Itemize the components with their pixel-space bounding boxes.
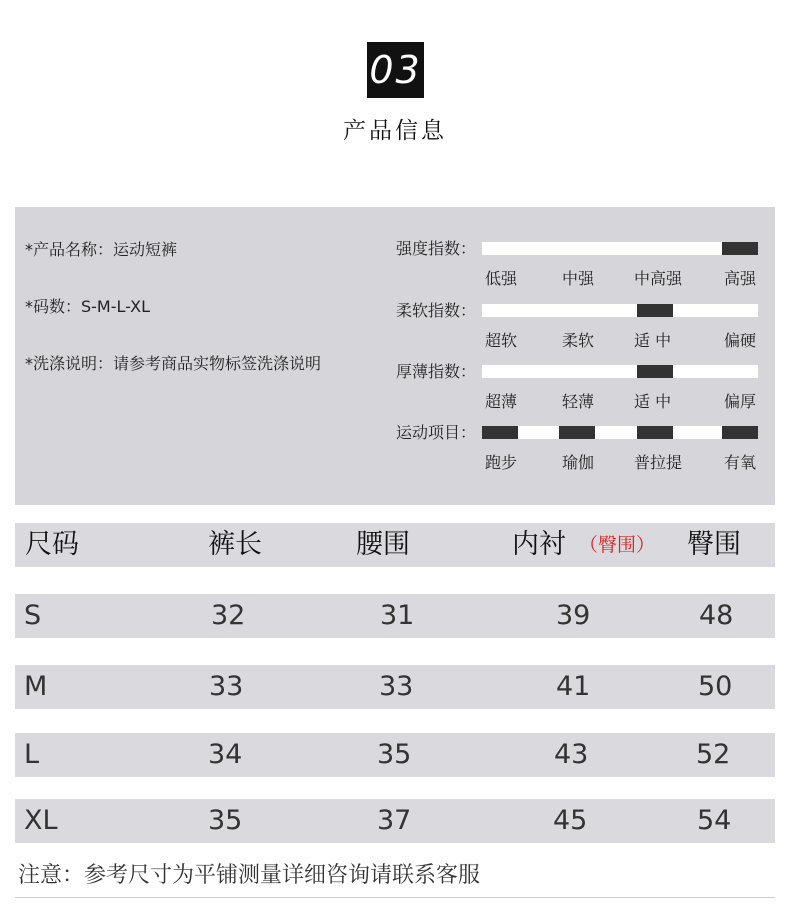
meter-marker bbox=[722, 426, 758, 439]
cell-length: 33 bbox=[209, 671, 244, 702]
cell-waist: 35 bbox=[377, 739, 412, 770]
header-size: 尺码 bbox=[25, 529, 79, 560]
softness-option: 适 中 bbox=[634, 331, 672, 350]
strength-option: 高强 bbox=[724, 269, 757, 288]
cell-waist: 31 bbox=[380, 600, 415, 631]
cell-length: 34 bbox=[208, 739, 243, 770]
cell-lining: 39 bbox=[556, 600, 591, 631]
product-info-panel bbox=[15, 207, 775, 505]
size-range-line: *码数：S-M-L-XL bbox=[25, 297, 150, 316]
meter-marker bbox=[482, 426, 518, 439]
thickness-meter-track bbox=[482, 365, 758, 378]
table-row bbox=[15, 799, 775, 843]
softness-option: 超软 bbox=[485, 331, 518, 350]
cell-lining: 41 bbox=[556, 671, 591, 702]
table-row bbox=[15, 665, 775, 709]
sport-type-label: 运动项目： bbox=[396, 423, 477, 442]
cell-hip: 52 bbox=[696, 739, 731, 770]
softness-option: 柔软 bbox=[562, 331, 595, 350]
cell-lining: 43 bbox=[554, 739, 589, 770]
sport-type-option: 有氧 bbox=[724, 453, 757, 472]
measurement-note: 注意：参考尺寸为平铺测量详细咨询请联系客服 bbox=[18, 863, 481, 888]
header-lining: 内衬 bbox=[512, 529, 566, 560]
meter-marker bbox=[637, 426, 673, 439]
softness-meter-label: 柔软指数： bbox=[396, 301, 477, 320]
thickness-meter-label: 厚薄指数： bbox=[396, 362, 477, 381]
bottom-divider bbox=[15, 897, 775, 898]
thickness-option: 超薄 bbox=[485, 392, 518, 411]
table-row bbox=[15, 594, 775, 638]
cell-waist: 37 bbox=[377, 805, 412, 836]
thickness-option: 轻薄 bbox=[562, 392, 595, 411]
sport-type-option: 瑜伽 bbox=[562, 453, 595, 472]
cell-size: L bbox=[24, 739, 40, 770]
cell-hip: 48 bbox=[699, 600, 734, 631]
cell-size: M bbox=[24, 671, 48, 702]
sport-type-track bbox=[482, 426, 758, 439]
cell-hip: 54 bbox=[697, 805, 732, 836]
strength-option: 低强 bbox=[485, 269, 518, 288]
meter-marker bbox=[559, 426, 595, 439]
cell-length: 35 bbox=[208, 805, 243, 836]
header-lining-note: （臀围） bbox=[579, 534, 656, 556]
strength-option: 中强 bbox=[562, 269, 595, 288]
size-table-header bbox=[15, 523, 775, 567]
sport-type-option: 跑步 bbox=[485, 453, 518, 472]
section-title: 产品信息 bbox=[343, 118, 447, 144]
table-row bbox=[15, 733, 775, 777]
softness-meter-track bbox=[482, 304, 758, 317]
cell-size: S bbox=[24, 600, 42, 631]
meter-marker bbox=[637, 365, 673, 378]
header-waist: 腰围 bbox=[356, 529, 410, 560]
strength-meter-track bbox=[482, 242, 758, 255]
cell-hip: 50 bbox=[698, 671, 733, 702]
cell-size: XL bbox=[24, 805, 58, 836]
cell-waist: 33 bbox=[379, 671, 414, 702]
cell-lining: 45 bbox=[553, 805, 588, 836]
product-name-line: *产品名称：运动短裤 bbox=[25, 240, 178, 259]
wash-instruction-line: *洗涤说明：请参考商品实物标签洗涤说明 bbox=[25, 354, 322, 373]
strength-option: 中高强 bbox=[634, 269, 683, 288]
header-hip: 臀围 bbox=[687, 529, 741, 560]
softness-option: 偏硬 bbox=[724, 331, 757, 350]
section-number-badge: 03 bbox=[367, 42, 424, 98]
meter-marker bbox=[637, 304, 673, 317]
thickness-option: 适 中 bbox=[634, 392, 672, 411]
thickness-option: 偏厚 bbox=[724, 392, 757, 411]
header-length: 裤长 bbox=[208, 529, 262, 560]
sport-type-option: 普拉提 bbox=[634, 453, 683, 472]
cell-length: 32 bbox=[211, 600, 246, 631]
strength-meter-label: 强度指数： bbox=[396, 239, 477, 258]
meter-marker bbox=[722, 242, 758, 255]
